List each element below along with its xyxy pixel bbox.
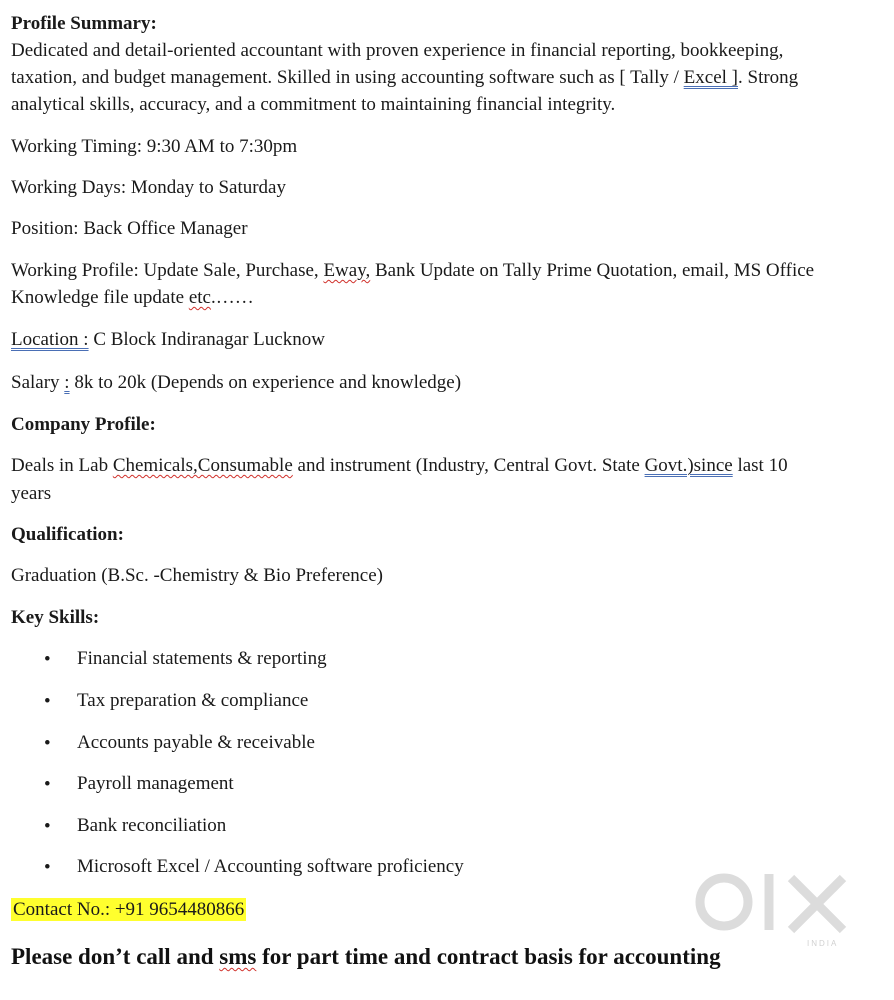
- salary-label: Salary: [11, 372, 65, 393]
- watermark-region: INDIA: [807, 939, 839, 948]
- skill-item: Accounts payable & receivable: [77, 732, 315, 753]
- skill-item: Tax preparation & compliance: [77, 690, 309, 711]
- profile-summary-line-1: Dedicated and detail-oriented accountant with proven experience in financial reporting, bookkeeping,: [11, 40, 784, 61]
- skill-item: Payroll management: [77, 773, 234, 794]
- eway-spelling-mark: Eway,: [323, 260, 371, 281]
- olx-logo-icon: [694, 868, 856, 950]
- skill-item: Microsoft Excel / Accounting software proficiency: [77, 856, 464, 877]
- salary-separator: :: [64, 372, 70, 393]
- company-profile-middle: and instrument (Industry, Central Govt. State: [292, 455, 645, 476]
- company-profile-end: last 10: [732, 455, 788, 476]
- working-profile-line-2-end: .……: [210, 287, 254, 308]
- bullet-icon: •: [44, 816, 51, 837]
- govt-grammar-mark: Govt.)since: [644, 455, 733, 476]
- bullet-icon: •: [44, 649, 51, 670]
- working-profile-line-2-start: Knowledge file update: [11, 287, 189, 308]
- company-profile-heading: Company Profile:: [11, 414, 156, 435]
- notice-end: for part time and contract basis for accounting: [256, 944, 721, 969]
- notice-start: Please don’t call and: [11, 944, 220, 969]
- contact-line: [11, 896, 246, 923]
- working-profile-line-2: [11, 284, 254, 311]
- bullet-icon: •: [44, 857, 51, 878]
- company-profile-line-1: [11, 452, 788, 479]
- qualification-heading: Qualification:: [11, 524, 124, 545]
- company-profile-line-2: years: [11, 483, 52, 504]
- key-skills-heading: Key Skills:: [11, 607, 100, 628]
- profile-summary-line-3: analytical skills, accuracy, and a commitment to maintaining financial integrity.: [11, 94, 616, 115]
- working-profile-start: Working Profile: Update Sale, Purchase,: [11, 260, 324, 281]
- sms-spelling-mark: sms: [219, 944, 257, 969]
- position: Position: Back Office Manager: [11, 218, 248, 239]
- working-days: Working Days: Monday to Saturday: [11, 177, 286, 198]
- skill-item: Bank reconciliation: [77, 815, 227, 836]
- profile-summary-heading: Profile Summary:: [11, 13, 157, 34]
- bullet-icon: •: [44, 691, 51, 712]
- profile-summary-line-2-end: . Strong: [738, 67, 799, 88]
- profile-summary-line-2-start: taxation, and budget management. Skilled in using accounting software such as [ Tally /: [11, 67, 684, 88]
- qualification-text: Graduation (B.Sc. -Chemistry & Bio Preference): [11, 565, 383, 586]
- bullet-icon: •: [44, 733, 51, 754]
- salary: [11, 369, 461, 396]
- working-profile-line-1: [11, 257, 814, 284]
- skill-item: Financial statements & reporting: [77, 648, 327, 669]
- location: [11, 326, 325, 353]
- notice-line: [11, 941, 721, 973]
- excel-grammar-mark: Excel ]: [683, 67, 738, 88]
- working-profile-end: Bank Update on Tally Prime Quotation, email, MS Office: [370, 260, 815, 281]
- location-value: C Block Indiranagar Lucknow: [88, 329, 325, 350]
- chemicals-spelling-mark: Chemicals,Consumable: [112, 455, 293, 476]
- company-profile-start: Deals in Lab: [11, 455, 113, 476]
- working-timing: Working Timing: 9:30 AM to 7:30pm: [11, 136, 298, 157]
- location-label: Location :: [11, 329, 89, 350]
- salary-value: 8k to 20k (Depends on experience and knowledge): [69, 372, 462, 393]
- profile-summary-line-2: [11, 64, 798, 91]
- bullet-icon: •: [44, 774, 51, 795]
- contact-number: Contact No.: +91 9654480866: [13, 899, 245, 920]
- etc-spelling-mark: etc: [188, 287, 211, 308]
